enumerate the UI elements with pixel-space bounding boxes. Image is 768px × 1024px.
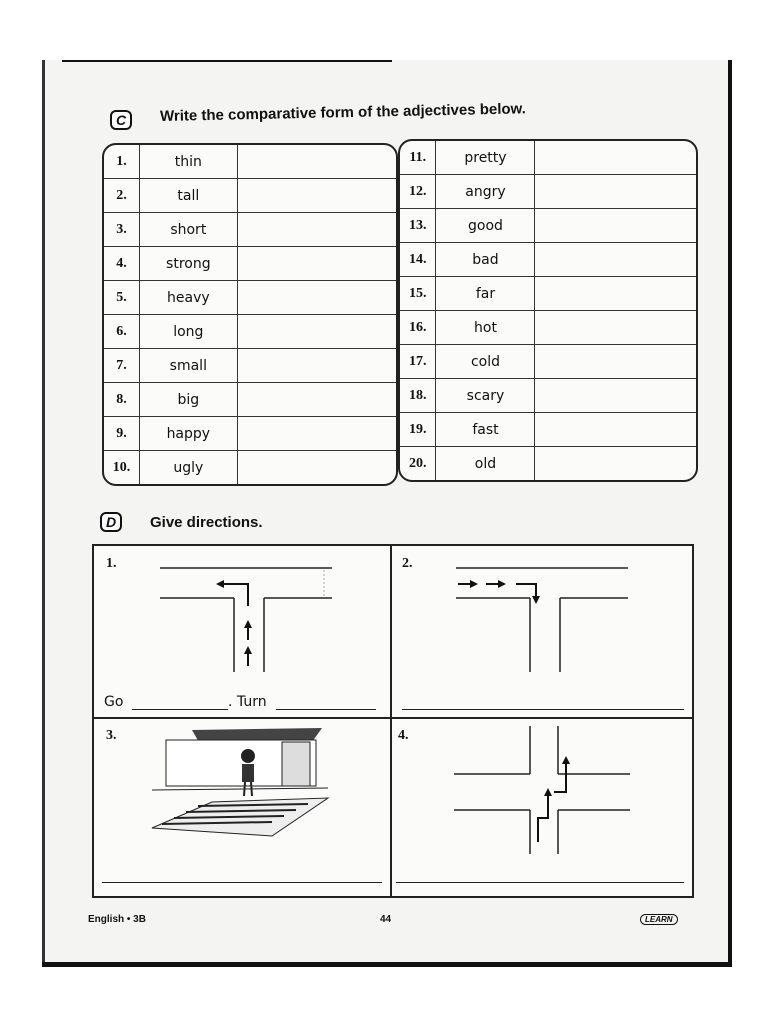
row-number: 11.	[400, 141, 436, 175]
adjective-row	[400, 243, 696, 277]
adjective-row	[104, 383, 396, 417]
comparative-answer-blank[interactable]	[535, 277, 696, 311]
row-number: 15.	[400, 277, 436, 311]
adjective-word: thin	[140, 145, 238, 179]
adjective-row	[400, 379, 696, 413]
footer-book-label: English • 3B	[88, 914, 146, 925]
adjective-word: fast	[436, 413, 535, 447]
row-number: 2.	[104, 179, 140, 213]
adjective-word: heavy	[140, 281, 238, 315]
row-number: 10.	[104, 451, 140, 484]
crosswalk-illustration	[152, 726, 332, 846]
comparative-answer-blank[interactable]	[535, 345, 696, 379]
adjective-word: old	[436, 447, 535, 480]
adjective-word: small	[140, 349, 238, 383]
adjective-row	[400, 209, 696, 243]
adjective-row	[104, 417, 396, 451]
section-c-title: Write the comparative form of the adjectives below.	[159, 100, 527, 125]
comparative-answer-blank[interactable]	[535, 447, 696, 480]
row-number: 19.	[400, 413, 436, 447]
adjective-word: happy	[140, 417, 238, 451]
adjective-row	[104, 349, 396, 383]
section-c-badge: C	[110, 110, 132, 130]
adjective-row	[104, 315, 396, 349]
crossroad-map-4	[446, 726, 636, 856]
comparative-answer-blank[interactable]	[238, 213, 396, 247]
comparative-answer-blank[interactable]	[535, 243, 696, 277]
comparative-answer-blank[interactable]	[535, 141, 696, 175]
row-number: 6.	[104, 315, 140, 349]
adjective-row	[400, 311, 696, 345]
adjective-row	[104, 451, 396, 484]
cell-2-answer-line[interactable]	[402, 709, 684, 710]
adjective-row	[400, 175, 696, 209]
adjective-row	[104, 281, 396, 315]
comparative-answer-blank[interactable]	[238, 349, 396, 383]
adjective-word: tall	[140, 179, 238, 213]
adjective-row	[400, 413, 696, 447]
comparative-answer-blank[interactable]	[535, 311, 696, 345]
adjective-row	[400, 277, 696, 311]
comparative-answer-blank[interactable]	[535, 175, 696, 209]
adjective-row	[400, 141, 696, 175]
adjective-word: long	[140, 315, 238, 349]
cell-3-number: 3.	[106, 728, 117, 743]
adjective-row	[104, 145, 396, 179]
cell-1-turn-label: . Turn	[228, 694, 267, 710]
adjective-word: hot	[436, 311, 535, 345]
adjective-row	[104, 179, 396, 213]
comparative-answer-blank[interactable]	[238, 145, 396, 179]
row-number: 12.	[400, 175, 436, 209]
directions-grid	[92, 544, 694, 898]
adjective-word: pretty	[436, 141, 535, 175]
comparative-answer-blank[interactable]	[238, 247, 396, 281]
row-number: 18.	[400, 379, 436, 413]
cell-1-turn-blank[interactable]	[276, 709, 376, 710]
adjective-row	[400, 447, 696, 480]
adjective-table-right	[398, 139, 698, 482]
adjective-word: scary	[436, 379, 535, 413]
comparative-answer-blank[interactable]	[238, 281, 396, 315]
adjective-word: angry	[436, 175, 535, 209]
comparative-answer-blank[interactable]	[535, 209, 696, 243]
cell-1-go-label: Go	[104, 694, 124, 710]
comparative-answer-blank[interactable]	[535, 413, 696, 447]
adjective-table-left	[102, 143, 398, 486]
row-number: 4.	[104, 247, 140, 281]
adjective-row	[104, 247, 396, 281]
adjective-word: big	[140, 383, 238, 417]
row-number: 8.	[104, 383, 140, 417]
adjective-word: short	[140, 213, 238, 247]
comparative-answer-blank[interactable]	[535, 379, 696, 413]
adjective-row	[400, 345, 696, 379]
comparative-answer-blank[interactable]	[238, 451, 396, 484]
row-number: 20.	[400, 447, 436, 480]
cell-4-number: 4.	[398, 728, 409, 743]
row-number: 1.	[104, 145, 140, 179]
adjective-word: cold	[436, 345, 535, 379]
row-number: 16.	[400, 311, 436, 345]
comparative-answer-blank[interactable]	[238, 179, 396, 213]
t-junction-map-2	[450, 564, 640, 674]
adjective-word: ugly	[140, 451, 238, 484]
row-number: 17.	[400, 345, 436, 379]
t-junction-map-1	[154, 564, 344, 674]
cell-4-answer-line[interactable]	[396, 882, 684, 883]
adjective-word: strong	[140, 247, 238, 281]
adjective-row	[104, 213, 396, 247]
row-number: 13.	[400, 209, 436, 243]
row-number: 7.	[104, 349, 140, 383]
publisher-logo: LEARN	[640, 914, 678, 925]
cell-1-number: 1.	[106, 556, 117, 571]
grid-vertical-divider	[390, 546, 392, 896]
cell-1-go-blank[interactable]	[132, 709, 228, 710]
adjective-word: good	[436, 209, 535, 243]
grid-horizontal-divider	[94, 717, 692, 719]
row-number: 5.	[104, 281, 140, 315]
section-d-title: Give directions.	[150, 514, 263, 531]
comparative-answer-blank[interactable]	[238, 383, 396, 417]
cell-2-number: 2.	[402, 556, 413, 571]
row-number: 9.	[104, 417, 140, 451]
adjective-word: bad	[436, 243, 535, 277]
comparative-answer-blank[interactable]	[238, 315, 396, 349]
section-d-badge: D	[100, 512, 122, 532]
top-edge-line	[62, 60, 392, 62]
adjective-word: far	[436, 277, 535, 311]
row-number: 14.	[400, 243, 436, 277]
comparative-answer-blank[interactable]	[238, 417, 396, 451]
row-number: 3.	[104, 213, 140, 247]
cell-3-answer-line[interactable]	[102, 882, 382, 883]
footer-page-number: 44	[380, 914, 392, 925]
